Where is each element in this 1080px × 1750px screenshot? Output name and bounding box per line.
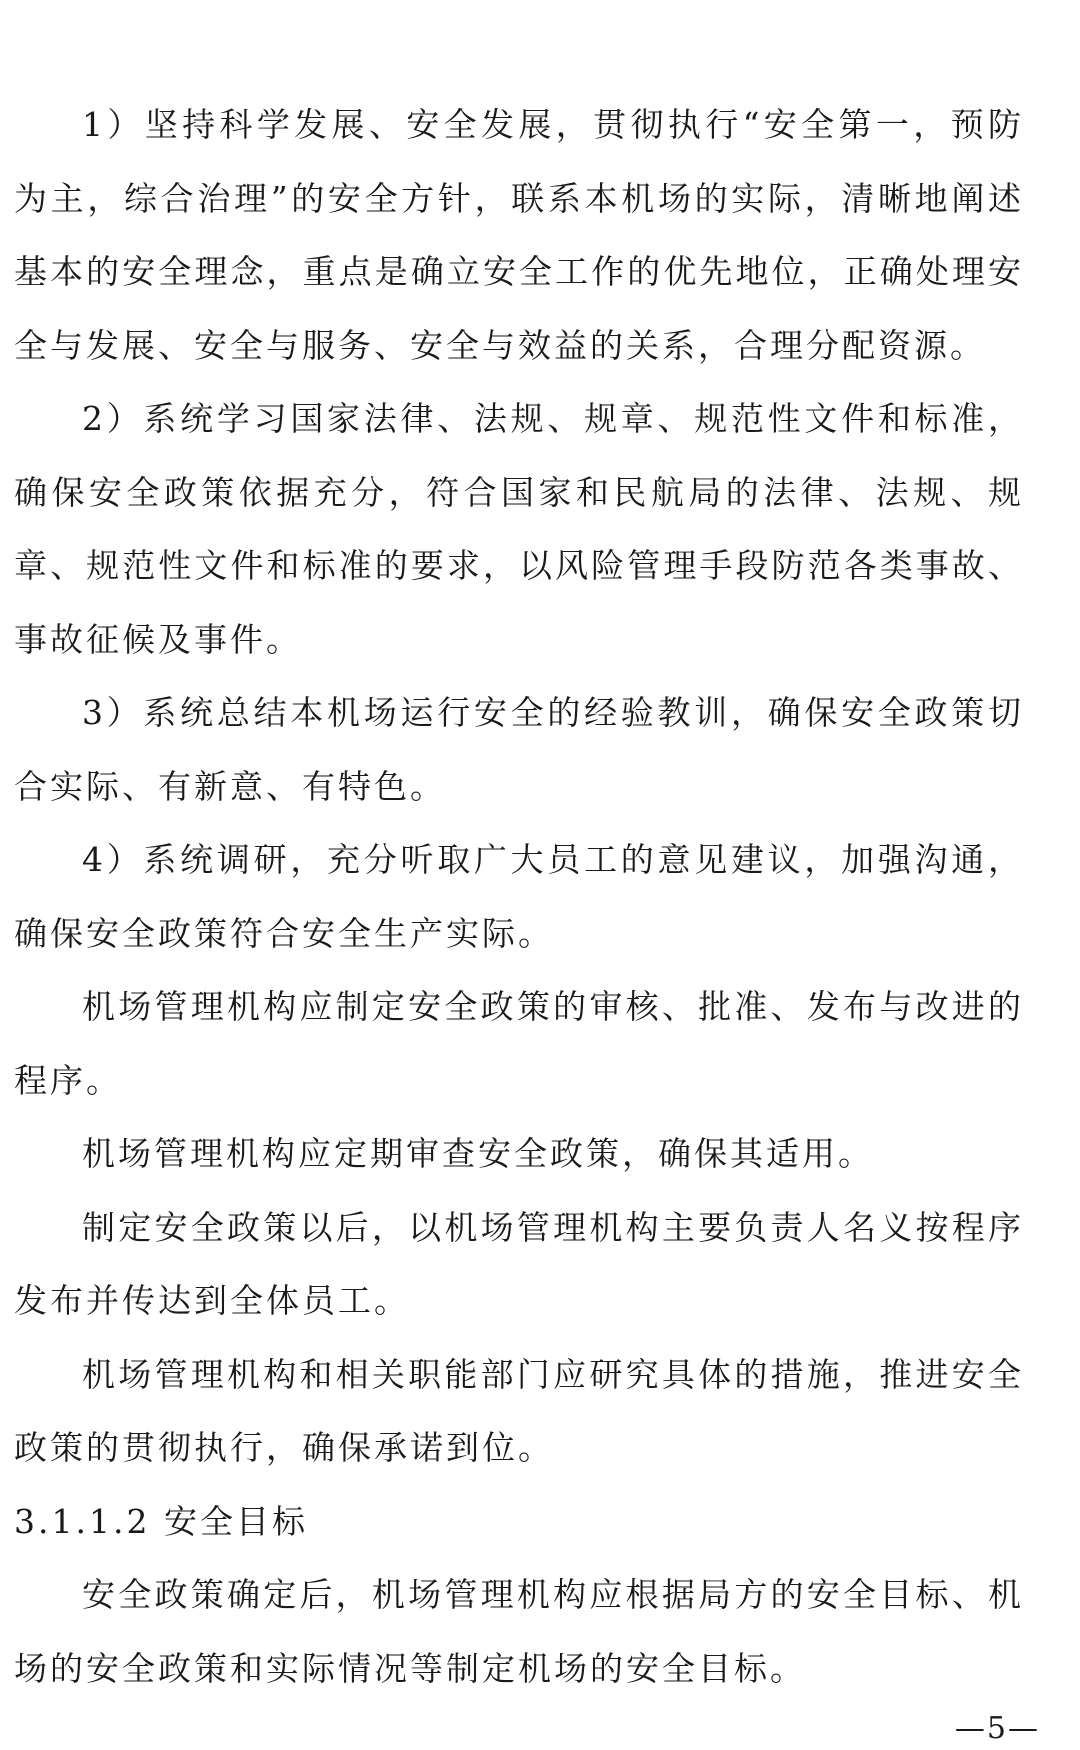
paragraph-3: 3）系统总结本机场运行安全的经验教训，确保安全政策切合实际、有新意、有特色。	[14, 693, 1024, 806]
paragraph-8: 机场管理机构和相关职能部门应研究具体的措施，推进安全政策的贯彻执行，确保承诺到位。	[14, 1354, 1024, 1467]
paragraph-4: 4）系统调研，充分听取广大员工的意见建议，加强沟通，确保安全政策符合安全生产实际。	[14, 840, 1024, 953]
paragraph-1: 1）坚持科学发展、安全发展，贯彻执行“安全第一，预防为主，综合治理”的安全方针，联系本机场的实际，清晰地阐述基本的安全理念，重点是确立安全工作的优先地位，正确处理安全与发展、安全与服务、安全与效益的关系，合理分配资源。	[14, 105, 1024, 365]
paragraph-2: 2）系统学习国家法律、法规、规章、规范性文件和标准，确保安全政策依据充分，符合国家和民航局的法律、法规、规章、规范性文件和标准的要求，以风险管理手段防范各类事故、事故征候及事件。	[14, 399, 1024, 659]
page-number: —5—	[954, 1711, 1040, 1746]
paragraph-7: 制定安全政策以后，以机场管理机构主要负责人名义按程序发布并传达到全体员工。	[14, 1207, 1024, 1320]
section-paragraph: 安全政策确定后，机场管理机构应根据局方的安全目标、机场的安全政策和实际情况等制定机场的安全目标。	[14, 1575, 1024, 1688]
section-heading: 3.1.1.2 安全目标	[14, 1501, 308, 1541]
paragraph-6: 机场管理机构应定期审查安全政策，确保其适用。	[82, 1134, 874, 1173]
paragraph-5: 机场管理机构应制定安全政策的审核、批准、发布与改进的程序。	[14, 987, 1024, 1100]
document-body	[14, 88, 1024, 1705]
